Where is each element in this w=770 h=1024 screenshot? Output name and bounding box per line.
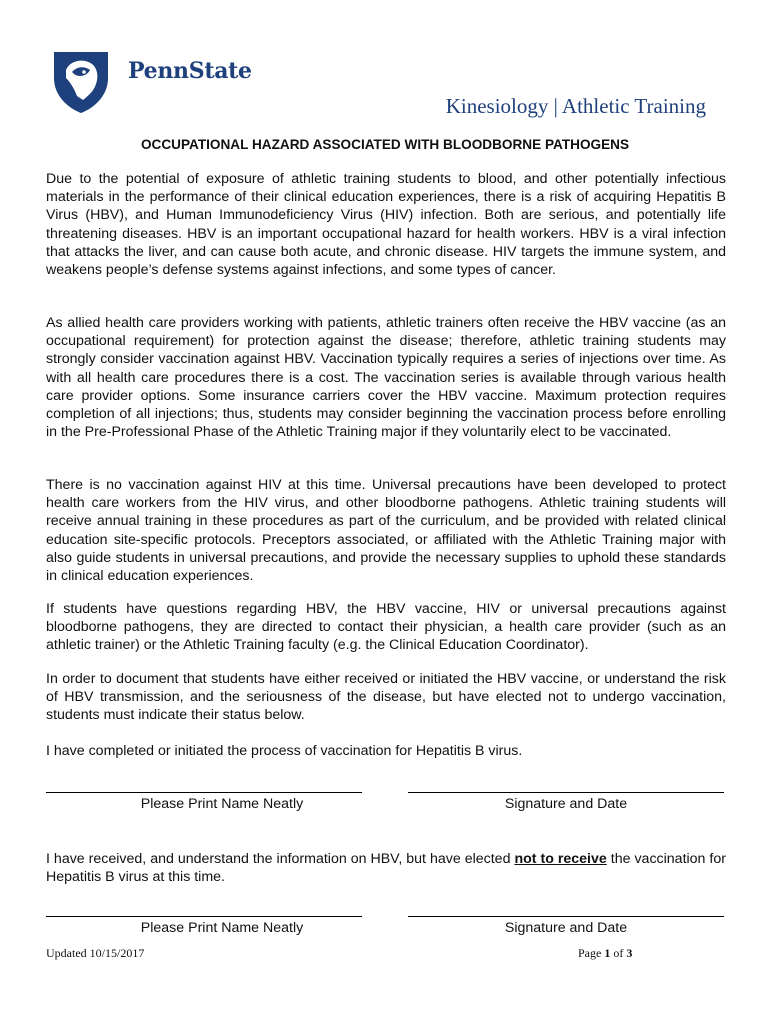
paragraph-documentation: In order to document that students have either received or initiated the HBV vaccine, or understand the risk of HBV transmission, and the seriousness of the disease, but have elected not to undergo vaccination, students must indicate their status below. <box>46 671 726 724</box>
statement-vaccinated: I have completed or initiated the process of vaccination for Hepatitis B virus. <box>46 743 523 759</box>
paragraph-hbv-vaccine: As allied health care providers working with patients, athletic trainers often receive the HBV vaccine (as an occupational requirement) for protection against the disease; therefore, athletic training students may strongly consider vaccination against HBV. Vaccination typically requires a series of injections over time. As with all health care procedures there is a cost. The vaccination series is available through various health care provider options. Some insurance carriers cover the HBV vaccine. Maximum protection requires completion of all injections; thus, students may consider beginning the vaccination process before enrolling in the Pre-Professional Phase of the Athletic Training major if they voluntarily elect to be vaccinated. <box>46 315 726 441</box>
page-of: of <box>613 946 624 960</box>
page-number <box>578 946 632 961</box>
statement-declined-emphasis: not to receive <box>514 851 607 867</box>
signature-field-line[interactable] <box>408 792 724 793</box>
paragraph-hiv-precautions: There is no vaccination against HIV at this time. Universal precautions have been developed to protect health care workers from the HIV virus, and other bloodborne pathogens. Athletic training students will receive annual training in these procedures as part of the curriculum, and be provided with related clinical education site-specific protocols. Preceptors associated, or affiliated with the Athletic Training major with also guide students in universal precautions, and provide the necessary supplies to uphold these standards in clinical education experiences. <box>46 477 726 585</box>
page-word: Page <box>578 946 602 960</box>
statement-declined-text-end: the vaccination for Hepatitis B virus at this time. <box>46 851 726 886</box>
name-field-label: Please Print Name Neatly <box>140 920 304 936</box>
updated-date: Updated 10/15/2017 <box>46 946 145 960</box>
signature-field-line[interactable] <box>408 916 724 917</box>
paragraph-questions: If students have questions regarding HBV, the HBV vaccine, HIV or universal precautions against bloodborne pathogens, they are directed to contact their physician, a health care provider (such as an athletic trainer) or the Athletic Training faculty (e.g. the Clinical Education Coordinator). <box>46 601 726 654</box>
department-title: Kinesiology | Athletic Training <box>445 94 706 118</box>
statement-declined <box>46 850 726 886</box>
name-field-label: Please Print Name Neatly <box>140 796 304 812</box>
pennstate-logo <box>50 48 280 116</box>
name-field-line[interactable] <box>46 916 362 917</box>
name-field-line[interactable] <box>46 792 362 793</box>
document-title: OCCUPATIONAL HAZARD ASSOCIATED WITH BLOODBORNE PATHOGENS <box>140 137 630 152</box>
brand-wordmark: PennState <box>128 58 252 84</box>
signature-field-label: Signature and Date <box>504 796 628 812</box>
page-current: 1 <box>604 946 611 960</box>
nittany-lion-shield-icon <box>50 48 112 114</box>
paragraph-exposure-risk: Due to the potential of exposure of athletic training students to blood, and other potentially infectious materials in the performance of their clinical education experiences, there is a risk of acquiring Hepatitis B Virus (HBV), and Human Immunodeficiency Virus (HIV) infection. Both are serious, and potentially life threatening diseases. HBV is an important occupational hazard for health workers. HBV is a viral infection that attacks the liver, and can cause both acute, and chronic disease. HIV targets the immune system, and weakens people’s defense systems against infections, and some types of cancer. <box>46 171 726 279</box>
signature-field-label: Signature and Date <box>504 920 628 936</box>
page-total: 3 <box>626 946 633 960</box>
statement-declined-text-start: I have received, and understand the information on HBV, but have elected <box>46 851 515 867</box>
